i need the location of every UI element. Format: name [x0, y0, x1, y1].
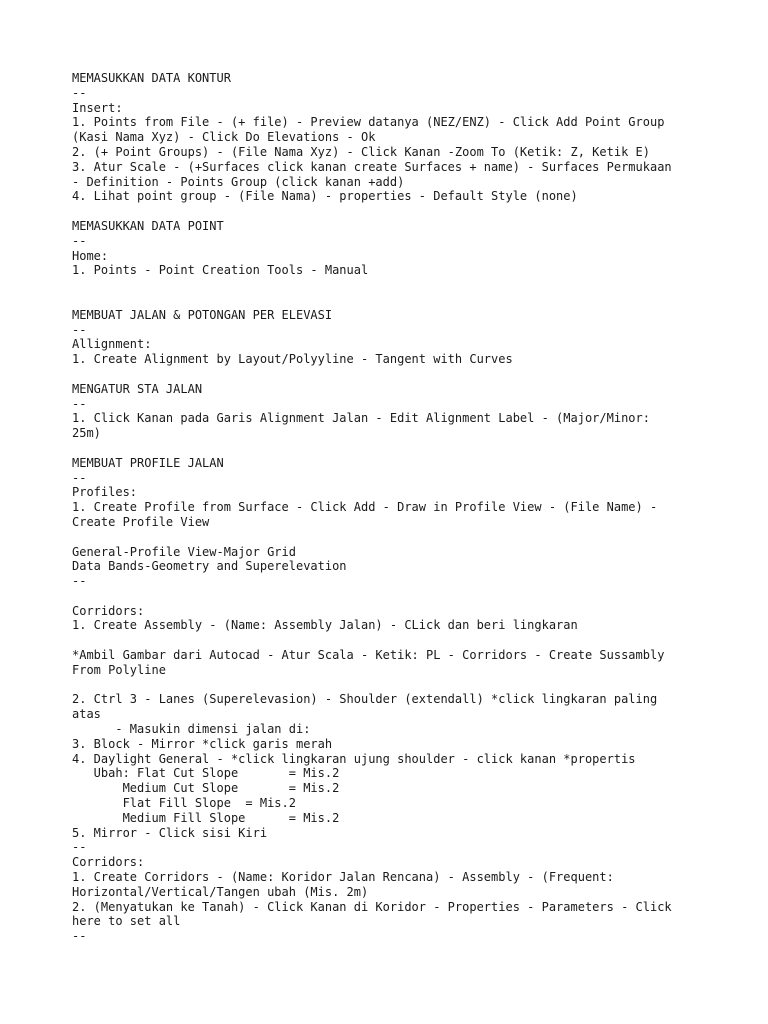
text-line: Medium Cut Slope = Mis.2 [72, 781, 340, 796]
text-line [72, 367, 732, 382]
text-line: -- [72, 470, 87, 485]
text-line: Medium Fill Slope = Mis.2 [72, 810, 340, 825]
text-line: 1. Points - Point Creation Tools - Manual [72, 263, 369, 278]
text-line [72, 293, 732, 308]
text-line [72, 530, 732, 545]
text-line: 3. Block - Mirror *click garis merah [72, 736, 333, 751]
text-line: - Masukin dimensi jalan di: [72, 722, 311, 737]
text-line: Data Bands-Geometry and Superelevation [72, 559, 347, 574]
text-line [72, 204, 732, 219]
text-line: Flat Fill Slope = Mis.2 [72, 796, 296, 811]
text-line: 2. Ctrl 3 - Lanes (Superelevasion) - Shoulder (extendall) *click lingkaran paling [72, 692, 658, 707]
text-line [72, 441, 732, 456]
text-line: 2. (Menyatukan ke Tanah) - Click Kanan di Koridor - Properties - Parameters - Click [72, 899, 672, 914]
text-line [72, 278, 732, 293]
text-line: Insert: [72, 100, 123, 115]
text-line: 4. Lihat point group - (File Nama) - properties - Default Style (none) [72, 189, 578, 204]
text-line: 2. (+ Point Groups) - (File Nama Xyz) - Click Kanan -Zoom To (Ketik: Z, Ketik E) [72, 144, 650, 159]
text-line: Ubah: Flat Cut Slope = Mis.2 [72, 766, 340, 781]
text-line [72, 678, 732, 693]
text-line: 1. Create Profile from Surface - Click Add - Draw in Profile View - (File Name) - [72, 500, 658, 515]
text-line: Horizontal/Vertical/Tangen ubah (Mis. 2m) [72, 884, 369, 899]
text-line: Create Profile View [72, 514, 210, 529]
text-line: MEMBUAT JALAN & POTONGAN PER ELEVASI [72, 307, 333, 322]
text-line: *Ambil Gambar dari Autocad - Atur Scala - Ketik: PL - Corridors - Create Sussambly [72, 648, 665, 663]
text-line [72, 589, 732, 604]
text-line: MEMBUAT PROFILE JALAN [72, 455, 224, 470]
text-line: MEMASUKKAN DATA KONTUR [72, 71, 231, 85]
text-line: Profiles: [72, 485, 138, 500]
text-line: 1. Create Corridors - (Name: Koridor Jalan Rencana) - Assembly - (Frequent: [72, 870, 614, 885]
text-line: -- [72, 396, 87, 411]
text-line: 3. Atur Scale - (+Surfaces click kanan create Surfaces + name) - Surfaces Permukaan [72, 159, 672, 174]
text-line: 1. Create Assembly - (Name: Assembly Jalan) - CLick dan beri lingkaran [72, 618, 578, 633]
text-line: -- [72, 929, 87, 944]
text-line [72, 633, 732, 648]
text-line: Corridors: [72, 855, 145, 870]
text-line: 25m) [72, 426, 101, 441]
text-line: -- [72, 322, 87, 337]
text-line: Corridors: [72, 603, 145, 618]
text-line: MENGATUR STA JALAN [72, 381, 203, 396]
text-line: General-Profile View-Major Grid [72, 544, 296, 559]
text-line: 1. Click Kanan pada Garis Alignment Jalan - Edit Alignment Label - (Major/Minor: [72, 411, 650, 426]
text-line: (Kasi Nama Xyz) - Click Do Elevations - Ok [72, 130, 376, 145]
text-line: 1. Create Alignment by Layout/Polyyline - Tangent with Curves [72, 352, 513, 367]
text-line: Home: [72, 248, 109, 263]
text-line: 1. Points from File - (+ file) - Preview datanya (NEZ/ENZ) - Click Add Point Group [72, 115, 665, 130]
text-line: -- [72, 233, 87, 248]
text-line: here to set all [72, 914, 181, 929]
text-line: -- [72, 840, 87, 855]
text-line: - Definition - Points Group (click kanan +add) [72, 174, 405, 189]
text-line: From Polyline [72, 662, 166, 677]
text-line: -- [72, 85, 87, 100]
document-body [72, 71, 732, 944]
text-line: 4. Daylight General - *click lingkaran ujung shoulder - click kanan *propertis [72, 751, 636, 766]
text-line: 5. Mirror - Click sisi Kiri [72, 825, 268, 840]
text-line: MEMASUKKAN DATA POINT [72, 218, 224, 233]
text-line: Allignment: [72, 337, 152, 352]
text-line: -- [72, 574, 87, 589]
text-line: atas [72, 707, 101, 722]
